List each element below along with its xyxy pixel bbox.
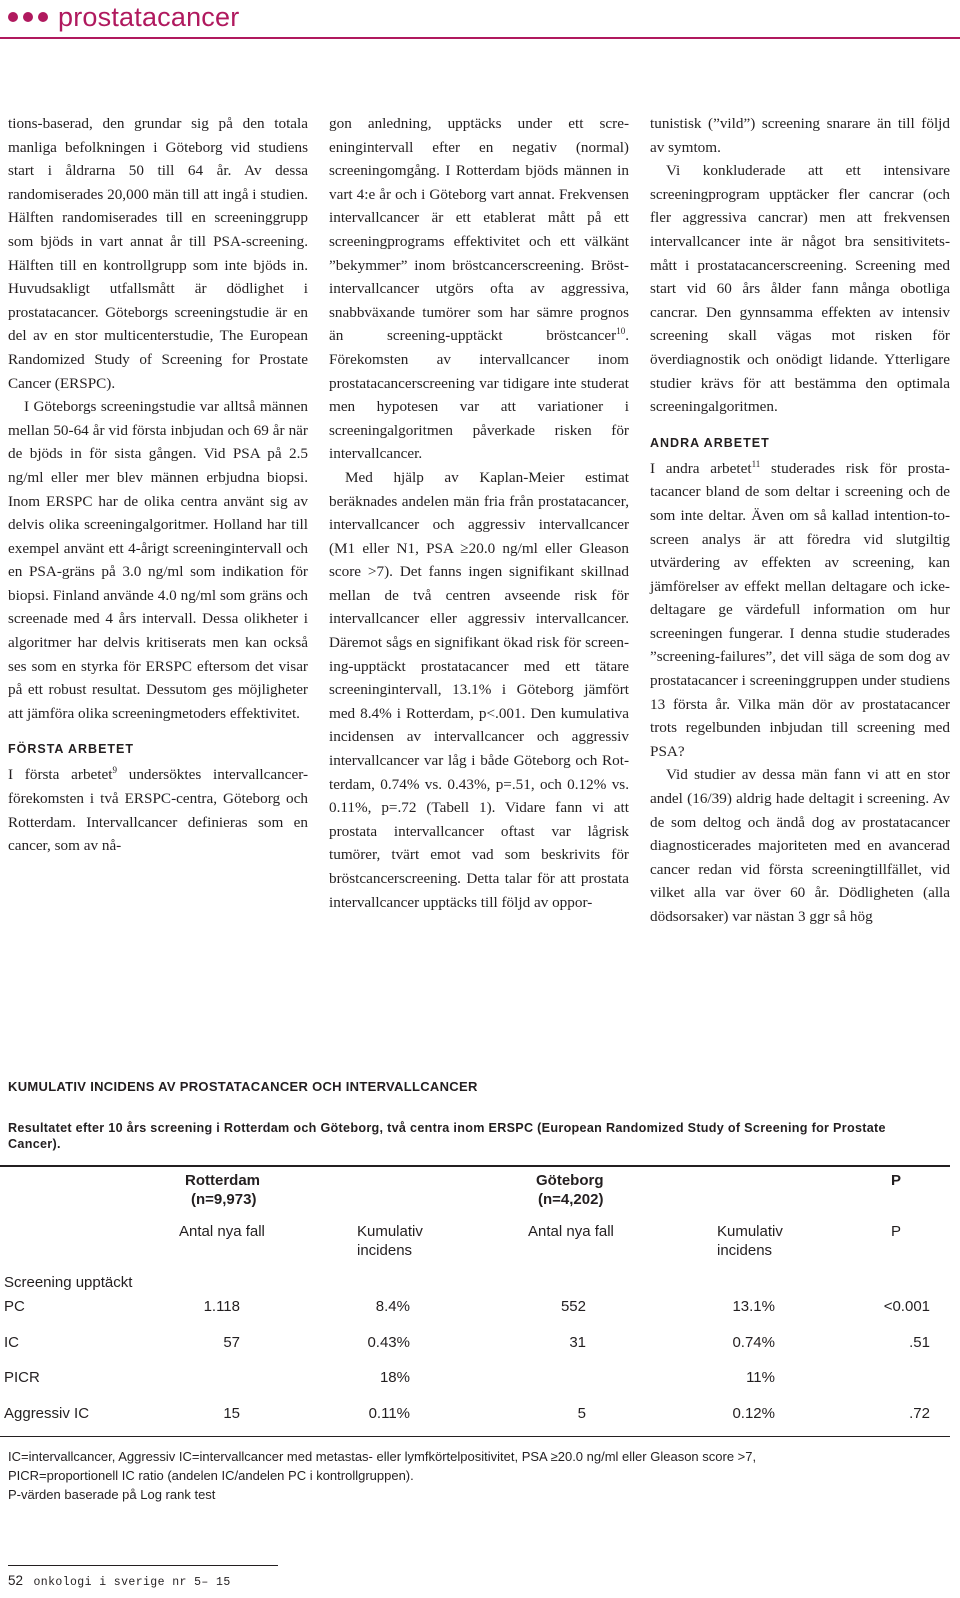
cell-rotterdam-inc: 0.11% (368, 1405, 410, 1422)
paragraph: Med hjälp av Kaplan-Meier estimat beräknades andelen män fria från prostatacancer, intervallcancer och aggressiv intervallcancer (M1 eller N1, PSA ≥20.0 ng/ml eller Gleason score >7). Det fanns ingen signifikant skillnad mellan de två centren avseende risk för intervallcancer eller aggressiv intervallcancer. Däremot sågs en signifikant ökad risk för screening-upptäckt prostatacancer med ett tätare screeningintervall, 13.1% i Göteborg jämfört med 8.4% i Rotterdam, p<.001. Den kumulativa incidensen av intervallcancer och aggressiv intervallcancer var låg i både Göteborg och Rotterdam, 0.74% vs. 0.43%, p=.51, och 0.12% vs. 0.11%, p=.72 (Tabell 1). Vidare fann vi att prostata intervallcancer oftast var lågrisk tumörer, tvärt emot vad som beskrivits för bröstcancerscreening. Detta talar för att prostata intervallcancer upptäcks till följd av oppor- (329, 468, 629, 911)
cell-goteborg-n: 552 (560, 1298, 586, 1315)
paragraph: Vi konkluderade att ett intensivare screeningprogram upptäcker fler cancrar (och fler aggressiva cancrar) men att frekvensen intervallcancer inte är något bra sensitivitets-mått i prostatacancerscreening. Screening med start vid 60 års ålder fann många obotliga cancrar. Den gynnsamma effekten av intensiv screening skall vägas mot risken för överdiagnostik och onödigt lidande. Ytterligare studier krävs för att bestämma den optimala screeningalgoritmen. (650, 162, 950, 416)
text-column-2 (329, 112, 629, 914)
col-header-p: P (891, 1223, 902, 1240)
paragraph: I Göteborgs screeningstudie var alltså männen mellan 50-64 år vid första inbjudan och 69 år när de bjöds in för sista gången. Vid PSA på 2.5 ng/ml eller mer blev männen erbjudna biopsi. Inom ERSPC har de olika centra använt sig av delvis olika screeningalgoritmer. Holland har till exempel använt ett 4-årigt screeningintervall och en PSA-gräns på 3.0 ng/ml som indikation för biopsi. Finland använde 4.0 ng/ml som gräns och screenade med 4 års intervall. Dessa olikheter i algoritmer har delvis kritiserats men kan också ses som en styrka för ERSPC eftersom det visar på ett robust resultat. Dessutom ges möjligheter att jämföra olika screeningmetoders effektivitet. (8, 398, 308, 722)
page-header (8, 0, 239, 34)
group-header-goteborg-n: (n=4,202) (538, 1191, 604, 1208)
page-number: 52 (8, 1573, 24, 1588)
header-divider (0, 37, 960, 39)
table-note: IC=intervallcancer, Aggressiv IC=intervallcancer med metastas- eller lymfkörtelpositivitet, PSA ≥20.0 ng/ml eller Gleason score >7, (8, 1449, 757, 1464)
paragraph: I andra arbetet$^{11}$ studerades risk för prostatacancer bland de som deltar i screening och de som inte deltar. Även om så kallad intention-to-screen analys är att föredra vid slutgiltig utvärdering av effekten av screening, kan jämförelser av effekt mellan deltagare och icke-deltagare ge värdefull information om hur screeningen fungerar. I denna studie studerades ”screening-failures”, det vill säga de som dog av prostatacancer i screeninggruppen under studiens 13 första år. Vilka män dör av prostatacancer trots regelbunden inbjudan till screening med PSA? (650, 458, 950, 760)
group-header-goteborg: Göteborg (536, 1172, 604, 1189)
col-header-kumulativ-goteborg: Kumulativ (717, 1223, 783, 1240)
text-column-3 (650, 112, 950, 929)
table-notes (8, 1447, 756, 1504)
group-header-rotterdam: Rotterdam (185, 1172, 261, 1189)
table-bottom-rule (0, 1436, 950, 1437)
paragraph: tions-baserad, den grundar sig på den totala manliga befolkningen i Göteborg vid studiens start i åldrarna 50 till 64 år. Av dessa randomiserades 20,000 män till att ingå i studien. Hälften randomiserades till en screeninggrupp som bjöds in vart annat år till PSA-screening. Hälften till en kontrollgrupp som inte bjöds in. Huvudsakligt utfallsmått är dödlighet i prostatacancer. Göteborgs screeningstudie är en del av en stor multicenterstudie, The European Randomized Study of Screening for Prostate Cancer (ERSPC). (8, 115, 308, 392)
col-header-antal-rotterdam: Antal nya fall (179, 1223, 265, 1240)
section-label: Screening upptäckt (4, 1274, 133, 1291)
cell-p: .72 (909, 1405, 930, 1422)
cell-p: .51 (909, 1334, 930, 1351)
cell-goteborg-inc: 0.12% (732, 1405, 775, 1422)
col-header-antal-goteborg: Antal nya fall (528, 1223, 614, 1240)
cell-goteborg-n: 31 (569, 1334, 586, 1351)
cell-rotterdam-inc: 0.43% (367, 1334, 410, 1351)
paragraph: gon anledning, upptäcks under ett screeningintervall efter en negativ (normal) screeningomgång. I Rotterdam bjöds männen in vart 4:e år och i Göteborg vart annat. Frekvensen intervallcancer är ett etablerat mått på ett screeningprograms effektivitet och ett välkänt ”bekymmer” inom bröstcancerscreening. Bröst-intervallcancer utgörs ofta av aggressiva, snabbväxande tumörer som har sämre prognos än screening-upptäckt bröstcancer$^{10}$. Förekomsten av intervallcancer inom prostatacancerscreening var tidigare inte studerat men hypotesen var att variationer i screeningalgoritmen påverkade risken för intervallcancer. (329, 115, 629, 463)
cell-goteborg-inc: 0.74% (732, 1334, 775, 1351)
col-header-incidens-rotterdam: incidens (357, 1242, 413, 1259)
reference-number: 11 (751, 458, 761, 469)
row-label-aggressiv-ic: Aggressiv IC (4, 1405, 90, 1422)
paragraph: I första arbetet$^9$ undersöktes intervallcancer-förekomsten i två ERSPC-centra, Göteborg och Rotterdam. Intervallcancer definieras som en cancer, som av nå- (8, 765, 308, 855)
col-header-kumulativ-rotterdam: Kumulativ (357, 1223, 423, 1240)
text-column-1 (8, 112, 308, 858)
table-top-rule (0, 1165, 950, 1167)
subheading-andra-arbetet: ANDRA ARBETET (650, 435, 770, 450)
paragraph: tunistisk (”vild”) screening snarare än till följd av symtom. (650, 115, 950, 156)
cell-rotterdam-inc: 8.4% (375, 1298, 410, 1315)
row-label-ic: IC (4, 1334, 19, 1351)
col-header-incidens-goteborg: incidens (717, 1242, 773, 1259)
group-header-rotterdam-n: (n=9,973) (191, 1191, 257, 1208)
cell-goteborg-n: 5 (577, 1405, 586, 1422)
subheading-forsta-arbetet: FÖRSTA ARBETET (8, 742, 135, 757)
reference-number: 10 (616, 326, 626, 337)
section-title: prostatacancer (58, 1, 240, 32)
bullet-dots-icon (8, 12, 48, 22)
table-subtitle: Resultatet efter 10 års screening i Rotterdam och Göteborg, två centra inom ERSPC (European Randomized Study of Screening for Prostate Cancer). (8, 1121, 886, 1151)
table-title: KUMULATIV INCIDENS AV PROSTATACANCER OCH INTERVALLCANCER (8, 1079, 478, 1094)
journal-name: onkologi i sverige nr 5– 15 (33, 1576, 231, 1589)
row-label-picr: PICR (4, 1369, 40, 1386)
page-footer (8, 1572, 231, 1590)
cell-rotterdam-inc: 18% (379, 1369, 410, 1386)
cell-goteborg-inc: 13.1% (732, 1298, 775, 1315)
cell-rotterdam-n: 1.118 (203, 1298, 240, 1315)
table-note: PICR=proportionell IC ratio (andelen IC/andelen PC i kontrollgruppen). (8, 1468, 414, 1483)
paragraph: Vid studier av dessa män fann vi att en stor andel (16/39) aldrig hade deltagit i screening. Av de som deltog och ändå dog av prostatacancer diagnosticerades majoriteten med en avancerad cancer redan vid första screeningtillfället, vid vilket alla var över 60 år. Dödligheten (alla dödsorsaker) var nästan 3 ggr så hög (650, 766, 950, 925)
cell-rotterdam-n: 15 (223, 1405, 240, 1422)
cell-goteborg-inc: 11% (746, 1369, 775, 1386)
group-header-p: P (891, 1172, 902, 1189)
cell-p: <0.001 (883, 1298, 930, 1315)
table-note: P-värden baserade på Log rank test (8, 1487, 216, 1502)
cell-rotterdam-n: 57 (223, 1334, 240, 1351)
row-label-pc: PC (4, 1298, 25, 1315)
reference-number: 9 (112, 765, 117, 776)
footer-divider (8, 1565, 278, 1566)
